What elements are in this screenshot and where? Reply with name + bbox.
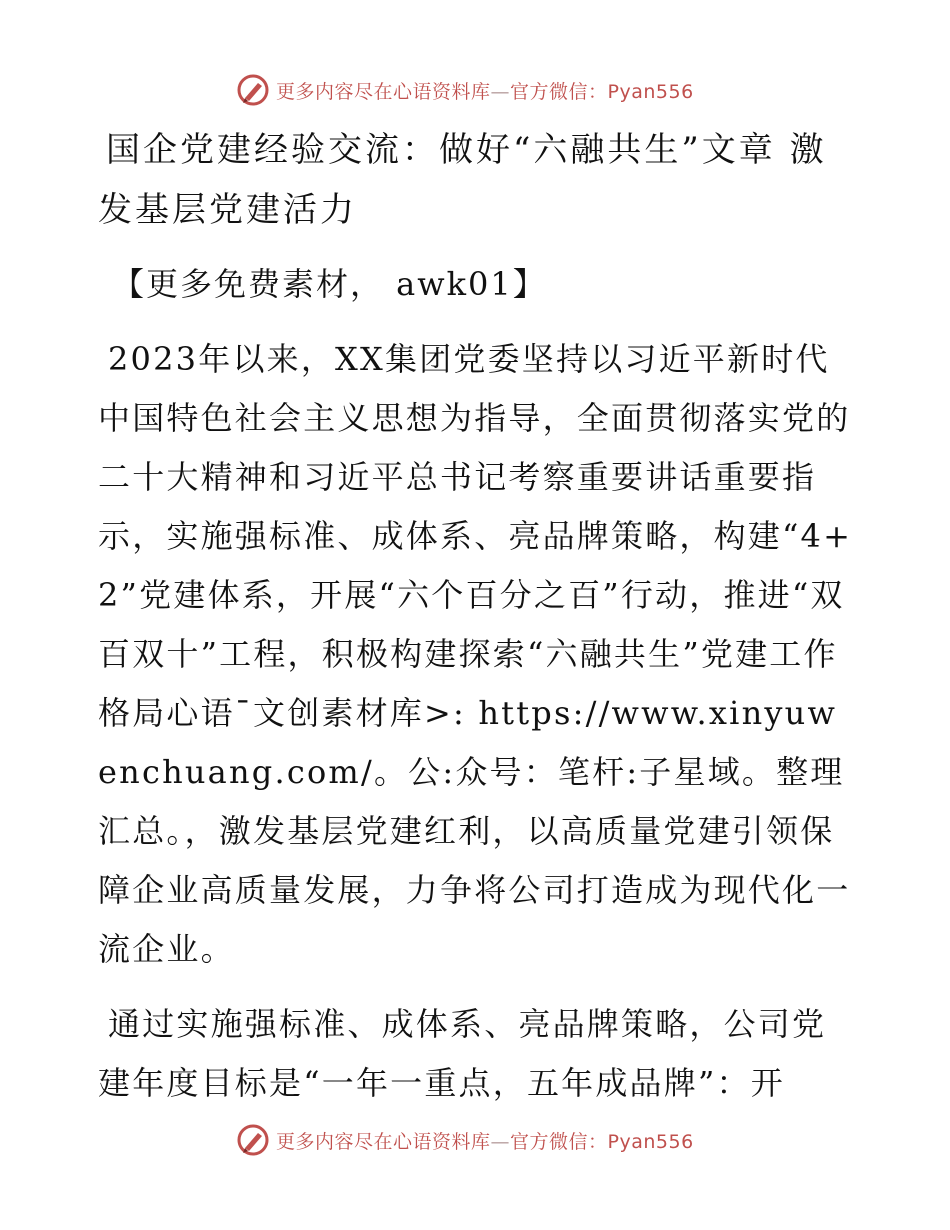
paragraph-1: 2023年以来，XX集团党委坚持以习近平新时代中国特色社会主义思想为指导，全面贯彻落实党的二十大精神和习近平总书记考察重要讲话重要指示，实施强标准、成体系、亮品牌策略，构建“4+2”党建体系，开展“六个百分之百”行动，推进“双百双十”工程，积极构建探索“六融共生”党建工作格局心语¯文创素材库>: https://www.xinyuwenchuang.com/。公:众号：笔杆:子星域。整理汇总。，激发基层党建红利，以高质量党建引领保障企业高质量发展，力争将公司打造成为现代化一流企业。 — [98, 340, 853, 968]
pen-circle-logo-icon — [236, 73, 270, 107]
watermark-text: 更多内容尽在心语资料库—官方微信：Pyan556 — [276, 80, 694, 103]
bracket-note: 【更多免费素材， awk01】 — [112, 265, 547, 303]
document-title: 国企党建经验交流：做好“六融共生”文章 激发基层党建活力 — [98, 130, 827, 230]
header-watermark — [236, 72, 694, 108]
paragraph-2: 通过实施强标准、成体系、亮品牌策略，公司党建年度目标是“一年一重点，五年成品牌”：开 — [98, 1005, 827, 1102]
document-body — [98, 120, 858, 1113]
pen-circle-logo-icon — [236, 1123, 270, 1157]
watermark-text: 更多内容尽在心语资料库—官方微信：Pyan556 — [276, 1130, 694, 1153]
footer-watermark — [236, 1122, 694, 1158]
